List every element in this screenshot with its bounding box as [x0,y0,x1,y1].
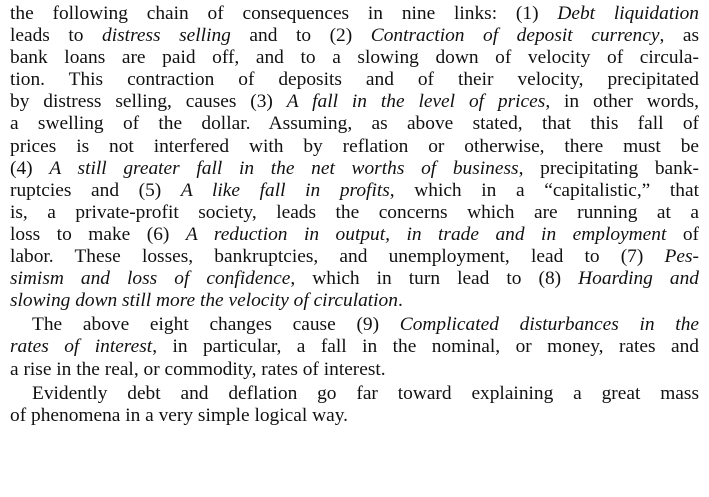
italic-phrase: Pes- [664,246,699,268]
text-line [10,405,699,427]
text-line [10,246,699,268]
text-line [10,383,699,405]
text-run: is, a private-profit society, leads the concerns which are running at a [10,201,699,223]
text-line [10,25,699,47]
italic-phrase: A fall in the level of prices [286,91,546,113]
text-run: a swelling of the dollar. Assuming, as above stated, that this fall of [10,113,699,135]
text-run: , precipitating bank- [518,157,699,179]
text-run: ruptcies and (5) [10,179,181,201]
text-line [10,314,699,336]
text-run: , in other words, [545,91,699,113]
text-run: The above eight changes cause (9) [32,314,400,336]
text-run: tion. This contraction of deposits and of their velocity, precipitated [10,69,699,91]
paragraph-debt-deflation [10,383,699,427]
text-run: by distress selling, causes (3) [10,91,287,113]
text-run: , which in turn lead to (8) [290,268,579,290]
text-line [10,336,699,358]
italic-phrase: Complicated disturbances in the [399,314,699,336]
text-line [10,180,699,202]
text-run: (4) [10,157,50,179]
text-line [10,136,699,158]
italic-phrase: rates of interest [10,336,153,358]
text-line [10,202,699,224]
italic-phrase: Hoarding and [578,268,699,290]
text-run: prices is not interfered with by reflation or otherwise, there must be [10,135,699,157]
text-run: , in particular, a fall in the nominal, or money, rates and [152,336,699,358]
text-run: and to (2) [230,25,371,47]
text-run: loss to make (6) [10,223,186,245]
paragraph-eight-changes [10,314,699,380]
text-run: the following chain of consequences in nine links: (1) [10,3,558,24]
italic-phrase: simism and loss of confidence [10,268,291,290]
text-line [10,113,699,135]
text-line [10,224,699,246]
text-run: Evidently debt and deflation go far toward explaining a great mass [32,382,699,404]
text-run: of phenomena in a very simple logical way. [10,404,348,426]
italic-phrase: distress selling [102,25,231,47]
text-run: a rise in the real, or commodity, rates of interest. [10,358,386,380]
text-line [10,359,699,381]
text-run: , as [659,25,699,47]
text-line [10,47,699,69]
text-line [10,268,699,290]
italic-phrase: Contraction of deposit currency [370,25,660,47]
text-line [10,69,699,91]
italic-phrase: A still greater fall in the net worths of business [49,157,519,179]
text-run: . [397,290,403,312]
text-run: leads to [10,25,103,47]
italic-phrase: A reduction in output, in trade and in employment [185,223,667,245]
text-run: of [666,223,699,245]
text-line [10,3,699,25]
italic-phrase: A like fall in profits [180,179,390,201]
text-run: bank loans are paid off, and to a slowing down of velocity of circula- [10,47,699,69]
italic-phrase: slowing down still more the velocity of circulation [10,290,398,312]
text-line [10,91,699,113]
paragraph-chain-of-consequences [10,3,699,312]
text-line [10,290,699,312]
text-line [10,158,699,180]
italic-phrase: Debt liquidation [557,3,699,24]
text-run: , which in a “capitalistic,” that [389,179,699,201]
text-run: labor. These losses, bankruptcies, and unemployment, lead to (7) [10,246,665,268]
